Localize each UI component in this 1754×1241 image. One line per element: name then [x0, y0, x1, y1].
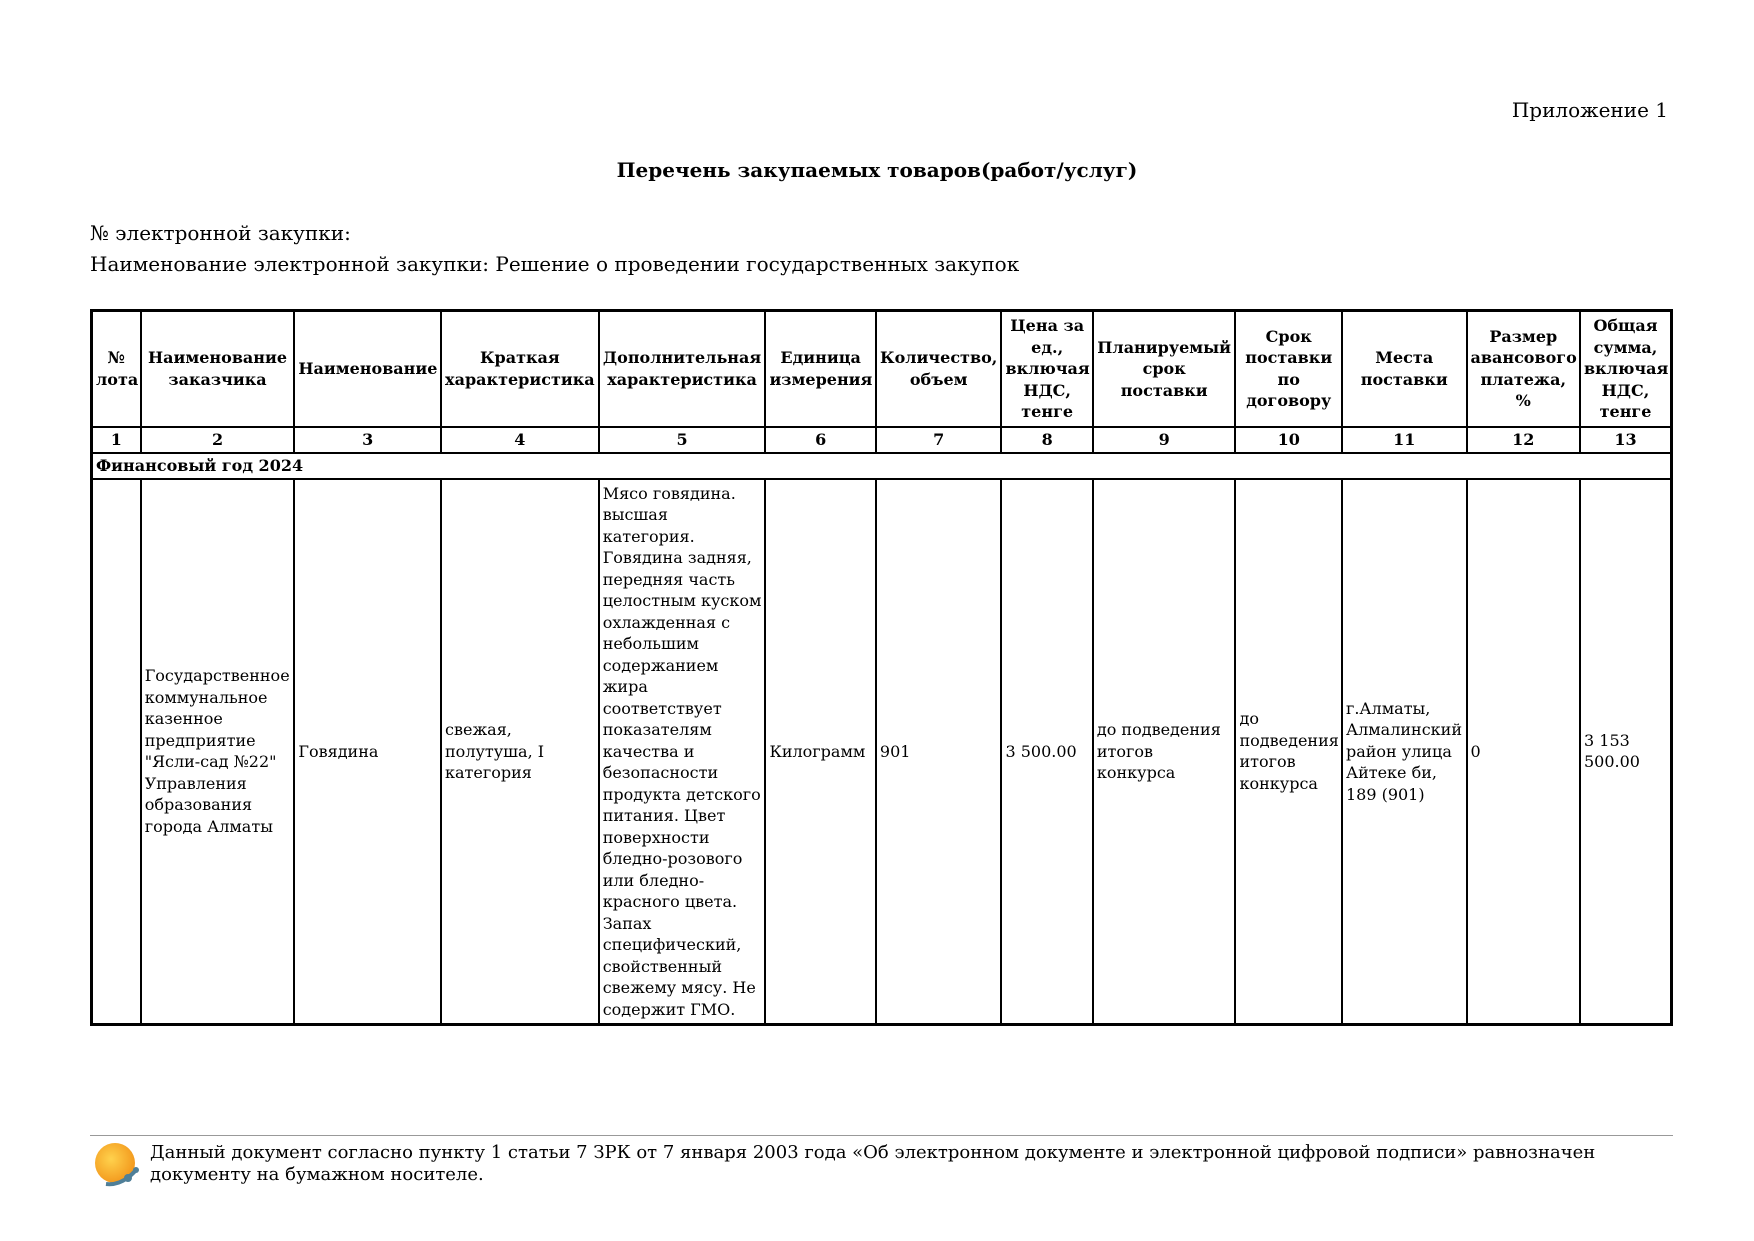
- quantity-cell: 901: [876, 479, 1002, 1025]
- total-amount-cell: 3 153 500.00: [1580, 479, 1672, 1025]
- footer-legal-text: Данный документ согласно пункту 1 статьи 7 ЗРК от 7 января 2003 года «Об электронном документе и электронной цифровой подписи» равнозначен документу на бумажном носителе.: [150, 1142, 1596, 1185]
- item-name-cell: Говядина: [294, 479, 441, 1025]
- customer-name-cell: Государственное коммунальное казенное предприятие "Ясли-сад №22" Управления образования города Алматы: [141, 479, 295, 1025]
- column-number-row: [92, 427, 1672, 453]
- delivery-place-cell: г.Алматы, Алмалинский район улица Айтеке би, 189 (901): [1342, 479, 1467, 1025]
- column-number: 9: [1093, 427, 1236, 453]
- procurement-number-line: № электронной закупки:: [90, 221, 351, 245]
- column-number: 10: [1235, 427, 1341, 453]
- appendix-label: Приложение 1: [1511, 98, 1668, 122]
- column-header: Наименование: [294, 311, 441, 427]
- column-number: 2: [141, 427, 295, 453]
- column-number: 3: [294, 427, 441, 453]
- table-row: [92, 479, 1672, 1025]
- column-header: Размер авансового платежа, %: [1467, 311, 1581, 427]
- column-number: 11: [1342, 427, 1467, 453]
- column-header: Места поставки: [1342, 311, 1467, 427]
- planned-delivery-cell: до подведения итогов конкурса: [1093, 479, 1236, 1025]
- unit-cell: Килограмм: [765, 479, 875, 1025]
- egov-sun-logo-icon: [92, 1140, 142, 1190]
- column-header: Дополнительная характеристика: [599, 311, 766, 427]
- unit-price-cell: 3 500.00: [1001, 479, 1092, 1025]
- column-header: Наименование заказчика: [141, 311, 295, 427]
- column-header: Краткая характеристика: [441, 311, 599, 427]
- column-number: 5: [599, 427, 766, 453]
- procurement-name-line: Наименование электронной закупки: Решение о проведении государственных закупок: [90, 252, 1020, 276]
- footer-divider: [90, 1135, 1673, 1136]
- document-title: Перечень закупаемых товаров(работ/услуг): [616, 158, 1138, 182]
- column-number: 7: [876, 427, 1002, 453]
- column-number: 6: [765, 427, 875, 453]
- financial-year-label: Финансовый год 2024: [92, 453, 1672, 479]
- financial-year-row: [92, 453, 1672, 479]
- contract-delivery-cell: до подведения итогов конкурса: [1235, 479, 1341, 1025]
- lot-number-cell: [92, 479, 141, 1025]
- advance-payment-cell: 0: [1467, 479, 1581, 1025]
- column-header: Общая сумма, включая НДС, тенге: [1580, 311, 1672, 427]
- column-number: 4: [441, 427, 599, 453]
- column-header: Планируемый срок поставки: [1093, 311, 1236, 427]
- procurement-table: [90, 309, 1673, 1026]
- table-header-row: [92, 311, 1672, 427]
- column-header: Срок поставки по договору: [1235, 311, 1341, 427]
- column-header: Количество, объем: [876, 311, 1002, 427]
- column-header: № лота: [92, 311, 141, 427]
- column-number: 1: [92, 427, 141, 453]
- column-number: 12: [1467, 427, 1581, 453]
- additional-description-cell: Мясо говядина. высшая категория. Говядина задняя, передняя часть целостным куском охлажденная с небольшим содержанием жира соответствует показателям качества и безопасности продукта детского питания. Цвет поверхности бледно-розового или бледно-красного цвета. Запах специфический, свойственный свежему мясу. Не содержит ГМО.: [599, 479, 766, 1025]
- short-description-cell: свежая, полутуша, I категория: [441, 479, 599, 1025]
- column-header: Единица измерения: [765, 311, 875, 427]
- column-header: Цена за ед., включая НДС, тенге: [1001, 311, 1092, 427]
- column-number: 13: [1580, 427, 1672, 453]
- column-number: 8: [1001, 427, 1092, 453]
